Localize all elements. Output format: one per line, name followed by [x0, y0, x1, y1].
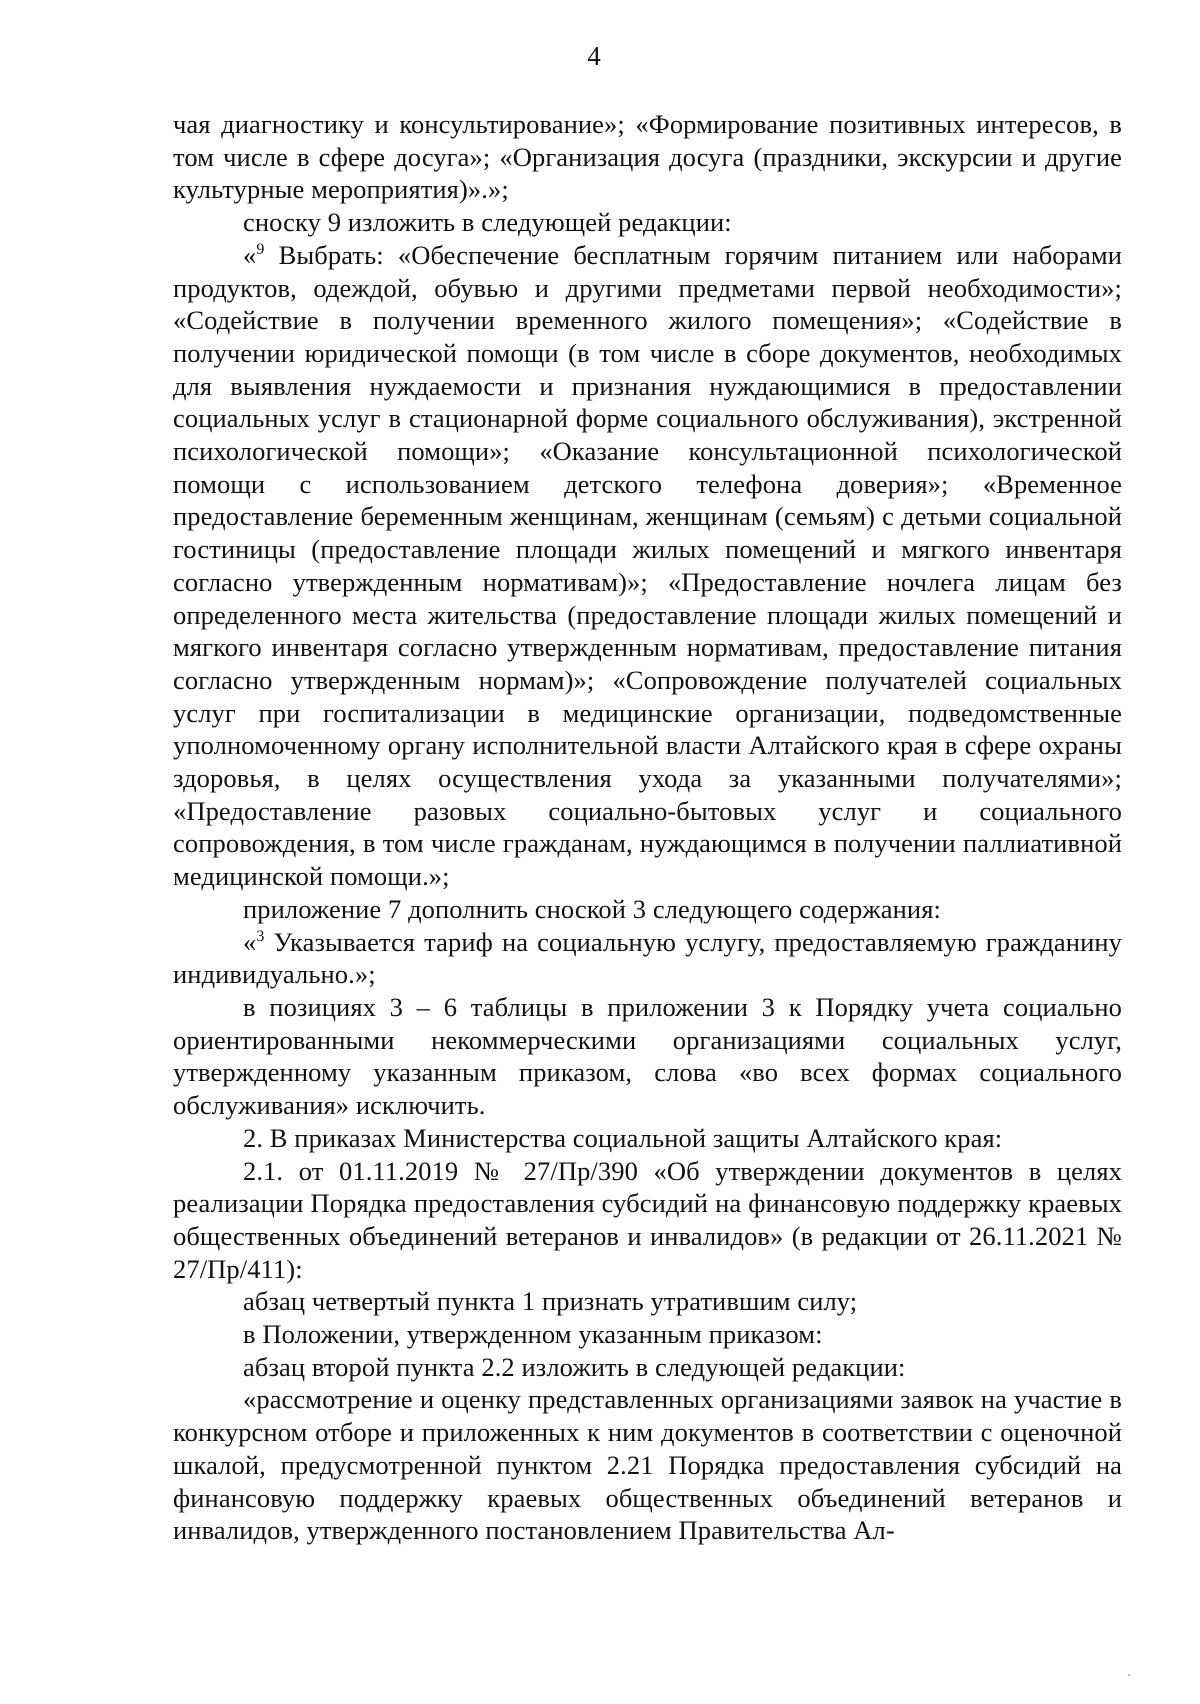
- paragraph: «рассмотрение и оценку представленных организациями заявок на участие в конкурсном отборе и приложенных к ним документов в соответствии с оценочной шкалой, предусмотренной пунктом 2.21 Порядка предоставления субсидий на финансовую поддержку краевых общественных объединений ветеранов и инвалидов, утвержденного постановлением Правительства Ал-: [173, 1384, 1122, 1546]
- document-body: [173, 108, 1122, 1547]
- paragraph: в Положении, утвержденном указанным приказом:: [243, 1319, 823, 1350]
- footnote-marker: 3: [256, 927, 265, 945]
- paragraph: 2. В приказах Министерства социальной защиты Алтайского края:: [243, 1122, 1003, 1153]
- paragraph: 2.1. от 01.11.2019 № 27/Пр/390 «Об утверждении документов в целях реализации Порядка предоставления субсидий на финансовую поддержку краевых общественных объединений ветеранов и инвалидов» (в редакции от 26.11.2021 № 27/Пр/411):: [173, 1155, 1122, 1284]
- paragraph-text: Выбрать: «Обеспечение бесплатным горячим питанием или наборами продуктов, одеждой, обувью и другими предметами первой необходимости»; «Содействие в получении временного жилого помещения»; «Содействие в получении юридической помощи (в том числе в сборе документов, необходимых для выявления нуждаемости и признания нуждающимися в предоставлении социальных услуг в стационарной форме социального обслуживания), экстренной психологической помощи»; «Оказание консультационной психологической помощи с использованием детского телефона доверия»; «Временное предоставление беременным женщинам, женщинам (семьям) с детьми социальной гостиницы (предоставление площади жилых помещений и мягкого инвентаря согласно утвержденным нормативам)»; «Предоставление ночлега лицам без определенного места жительства (предоставление площади жилых помещений и мягкого инвентаря согласно утвержденным нормативам, предоставление питания согласно утвержденным нормам)»; «Сопровождение получателей социальных услуг при госпитализации в медицинские организации, подведомственные уполномоченному органу исполнительной власти Алтайского края в сфере охраны здоровья, в целях осуществления ухода за указанными получателями»; «Предоставление разовых социально-бытовых услуг и социального сопровождения, в том числе гражданам, нуждающимся в получении паллиативной медицинской помощи.»;: [173, 239, 1122, 892]
- footnote-marker: 9: [256, 240, 265, 258]
- paragraph-footnote-3: [173, 926, 1122, 991]
- paragraph: абзац четвертый пункта 1 признать утратившим силу;: [243, 1286, 858, 1317]
- paragraph: в позициях 3 – 6 таблицы в приложении 3 к Порядку учета социально ориентированными некоммерческими организациями социальных услуг, утвержденному указанным приказом, слова «во всех формах социального обслуживания» исключить.: [173, 991, 1122, 1121]
- opening-quote: «: [243, 926, 257, 957]
- paragraph: приложение 7 дополнить сноской 3 следующего содержания:: [243, 893, 941, 924]
- page-number: 4: [587, 41, 601, 71]
- scan-speck: [1128, 1674, 1130, 1676]
- paragraph: сноску 9 изложить в следующей редакции:: [243, 207, 732, 238]
- paragraph: чая диагностику и консультирование»; «Формирование позитивных интересов, в том числе в сфере досуга»; «Организация досуга (праздники, экскурсии и другие культурные мероприятия)».»;: [173, 109, 1122, 205]
- paragraph: абзац второй пункта 2.2 изложить в следующей редакции:: [243, 1351, 906, 1382]
- paragraph-text: Указывается тариф на социальную услугу, предоставляемую гражданину индивидуально.»;: [173, 926, 1122, 990]
- paragraph-footnote-9: [173, 239, 1122, 893]
- opening-quote: «: [243, 239, 257, 270]
